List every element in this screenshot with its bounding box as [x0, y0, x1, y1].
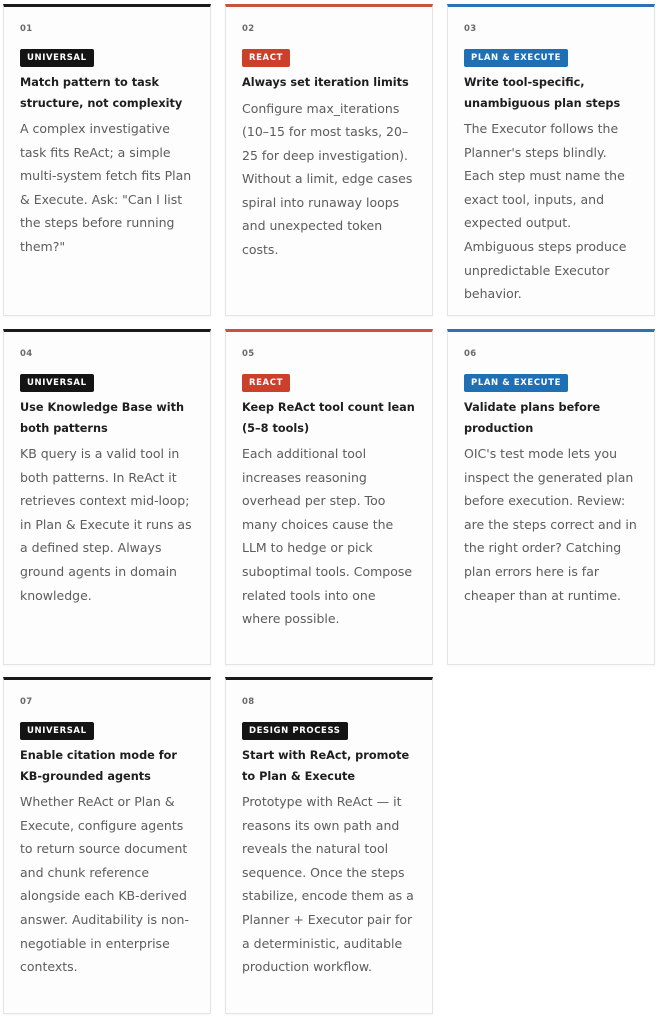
category-badge: UNIVERSAL [20, 374, 94, 392]
practice-card-05 [225, 329, 433, 665]
card-body: KB query is a valid tool in both patterns. In ReAct it retrieves context mid-loop; in Plan & Execute it runs as a defined step. Always ground agents in domain knowledge. [20, 446, 192, 603]
card-number: 06 [464, 349, 477, 359]
category-badge: UNIVERSAL [20, 49, 94, 67]
card-number: 08 [242, 697, 255, 707]
category-badge: DESIGN PROCESS [242, 722, 348, 740]
practice-card-06 [447, 329, 655, 665]
card-body: Prototype with ReAct — it reasons its own path and reveals the natural tool sequence. Once the steps stabilize, encode them as a Planner + Executor pair for a deterministic, auditable production workflow. [242, 794, 414, 975]
card-title: Validate plans before production [464, 401, 601, 435]
card-title: Write tool-specific, unambiguous plan steps [464, 76, 621, 110]
practice-card-08 [225, 677, 433, 1014]
card-number: 01 [20, 24, 33, 34]
practice-card-04 [3, 329, 211, 665]
category-badge: PLAN & EXECUTE [464, 374, 568, 392]
card-number: 02 [242, 24, 255, 34]
practice-card-01 [3, 4, 211, 316]
category-badge: REACT [242, 374, 290, 392]
card-body: Whether ReAct or Plan & Execute, configure agents to return source document and chunk reference alongside each KB-derived answer. Auditability is non-negotiable in enterprise contexts. [20, 794, 189, 975]
practice-card-03 [447, 4, 655, 316]
card-title: Enable citation mode for KB-grounded agents [20, 749, 177, 783]
card-number: 03 [464, 24, 477, 34]
card-title: Start with ReAct, promote to Plan & Execute [242, 749, 410, 783]
card-number: 05 [242, 349, 255, 359]
category-badge: PLAN & EXECUTE [464, 49, 568, 67]
category-badge: REACT [242, 49, 290, 67]
card-body: OIC's test mode lets you inspect the generated plan before execution. Review: are the steps correct and in the right order? Catching plan errors here is far cheaper than at runtime. [464, 446, 637, 603]
card-title: Always set iteration limits [242, 76, 409, 89]
practice-card-07 [3, 677, 211, 1014]
category-badge: UNIVERSAL [20, 722, 94, 740]
card-number: 04 [20, 349, 33, 359]
card-body: The Executor follows the Planner's steps blindly. Each step must name the exact tool, inputs, and expected output. Ambiguous steps produce unpredictable Executor behavior. [464, 121, 627, 302]
card-body: Configure max_iterations (10–15 for most tasks, 20–25 for deep investigation). Without a limit, edge cases spiral into runaway loops and unexpected token costs. [242, 100, 413, 258]
card-title: Keep ReAct tool count lean (5–8 tools) [242, 401, 415, 435]
practice-card-02 [225, 4, 433, 316]
card-body: A complex investigative task fits ReAct; a simple multi-system fetch fits Plan & Execute. Ask: "Can I list the steps before running them?" [20, 121, 192, 254]
card-title: Match pattern to task structure, not complexity [20, 76, 183, 110]
card-title: Use Knowledge Base with both patterns [20, 401, 185, 435]
card-body: Each additional tool increases reasoning overhead per step. Too many choices cause the LLM to hedge or pick suboptimal tools. Compose related tools into one where possible. [242, 446, 413, 627]
card-number: 07 [20, 697, 33, 707]
